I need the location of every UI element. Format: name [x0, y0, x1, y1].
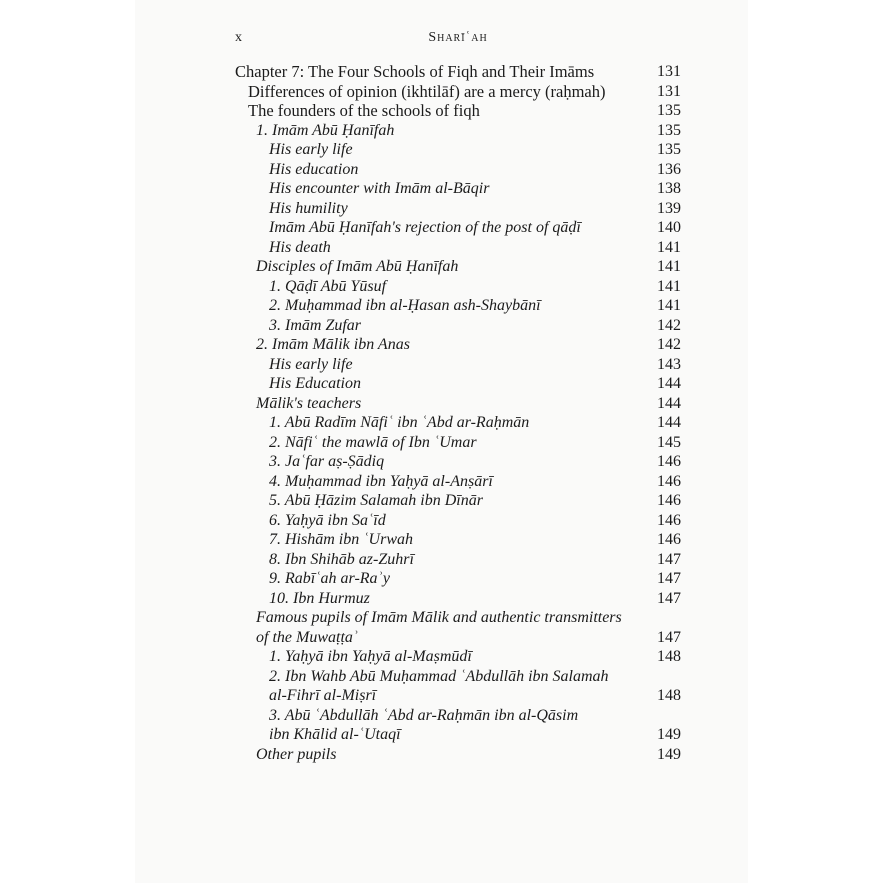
toc-entry-page-number: 141 [657, 238, 681, 256]
toc-entry-page-number: 146 [657, 472, 681, 490]
toc-entry-title: Other pupils [256, 745, 337, 763]
toc-entry [235, 472, 681, 492]
toc-entry-page-number: 131 [657, 82, 681, 100]
toc-entry [235, 725, 681, 745]
toc-entry-title: His early life [269, 141, 353, 158]
toc-entry [235, 745, 681, 765]
toc-entry-page-number: 144 [657, 394, 681, 412]
toc-entry [235, 296, 681, 316]
toc-entry-page-number: 140 [657, 219, 681, 236]
toc-entry-title: 1. Imām Abū Ḥanīfah [256, 121, 395, 139]
toc-entry-page-number: 148 [657, 687, 681, 704]
toc-entry [235, 160, 681, 180]
toc-entry-page-number: 135 [657, 141, 681, 158]
toc-entry-title: 1. Yaḥyā ibn Yaḥyā al-Maṣmūdī [269, 648, 472, 665]
toc-entry-title: al-Fihrī al-Miṣrī [269, 687, 377, 704]
toc-entry-title: His humility [269, 199, 348, 217]
toc-entry-title: 5. Abū Ḥāzim Salamah ibn Dīnār [269, 492, 483, 509]
toc-entry-page-number: 135 [657, 102, 681, 119]
toc-entry [235, 589, 681, 609]
toc-entry-page-number: 141 [657, 297, 681, 314]
toc-entry-page-number: 147 [657, 550, 681, 568]
toc-entry [235, 569, 681, 589]
toc-entry [235, 433, 681, 453]
toc-entry [235, 706, 681, 726]
toc-entry [235, 686, 681, 706]
toc-entry [235, 101, 681, 121]
toc-entry-page-number: 143 [657, 355, 681, 373]
toc-entry-page-number: 142 [657, 336, 681, 353]
toc-entry-title: Differences of opinion (ikhtilāf) are a mercy (raḥmah) [248, 81, 606, 101]
toc-entry-page-number: 145 [657, 433, 681, 451]
toc-entry-title: The founders of the schools of fiqh [248, 101, 480, 120]
toc-entry [235, 452, 681, 472]
toc-entry-title: 2. Nāfiʿ the mawlā of Ibn ʿUmar [269, 433, 477, 451]
toc-entry-title: 6. Yaḥyā ibn Saʿīd [269, 511, 386, 529]
toc-entry [235, 394, 681, 414]
toc-entry-title: His encounter with Imām al-Bāqir [269, 180, 490, 197]
toc-entry [235, 667, 681, 687]
toc-entry-page-number: 146 [657, 492, 681, 509]
toc-entry [235, 277, 681, 297]
toc-entry-title: 3. Imām Zufar [269, 316, 362, 334]
toc-entry-title: 2. Ibn Wahb Abū Muḥammad ʿAbdullāh ibn Salamah [269, 667, 609, 685]
toc-entry [235, 121, 681, 141]
table-of-contents [235, 62, 681, 764]
toc-entry-page-number: 138 [657, 180, 681, 197]
toc-entry-page-number: 146 [657, 531, 681, 548]
toc-entry-page-number: 141 [657, 258, 681, 275]
toc-entry-page-number: 141 [657, 277, 681, 295]
toc-entry-title: His education [269, 160, 359, 178]
toc-entry-page-number: 147 [657, 570, 681, 587]
toc-entry [235, 199, 681, 219]
toc-entry [235, 257, 681, 277]
toc-entry-title: Disciples of Imām Abū Ḥanīfah [256, 258, 459, 275]
toc-entry [235, 316, 681, 336]
toc-entry-page-number: 142 [657, 316, 681, 334]
toc-entry-title: His Education [269, 375, 361, 392]
book-page [135, 0, 748, 883]
toc-entry-page-number: 144 [657, 375, 681, 392]
toc-entry-page-number: 147 [657, 589, 681, 607]
toc-entry-title: 1. Abū Radīm Nāfiʿ ibn ʿAbd ar-Raḥmān [269, 414, 530, 431]
running-title: Sharīʿah [428, 30, 488, 45]
toc-entry [235, 608, 681, 628]
toc-entry [235, 511, 681, 531]
toc-entry [235, 218, 681, 238]
toc-entry-title: 4. Muḥammad ibn Yaḥyā al-Anṣārī [269, 472, 493, 490]
toc-entry-page-number: 139 [657, 199, 681, 217]
toc-entry-title: ibn Khālid al-ʿUtaqī [269, 726, 401, 743]
page-header [235, 30, 681, 50]
toc-entry [235, 355, 681, 375]
toc-entry-page-number: 147 [657, 628, 681, 646]
toc-entry [235, 413, 681, 433]
toc-entry-title: His death [269, 238, 331, 256]
toc-entry-title: Chapter 7: The Four Schools of Fiqh and Their Imāms [235, 62, 595, 81]
toc-entry-title: Imām Abū Ḥanīfah's rejection of the post of qāḍī [269, 219, 581, 236]
toc-entry-title: 7. Hishām ibn ʿUrwah [269, 531, 414, 548]
toc-entry-title: Famous pupils of Imām Mālik and authentic transmitters [256, 609, 622, 626]
toc-entry [235, 238, 681, 258]
toc-entry [235, 530, 681, 550]
toc-entry-page-number: 149 [657, 726, 681, 743]
toc-entry-page-number: 146 [657, 453, 681, 470]
toc-entry-title: 2. Muḥammad ibn al-Ḥasan ash-Shaybānī [269, 297, 541, 314]
toc-entry-title: of the Muwaṭṭaʾ [256, 628, 359, 646]
toc-entry-title: 3. Abū ʿAbdullāh ʿAbd ar-Raḥmān ibn al-Qāsim [269, 706, 579, 724]
toc-entry [235, 491, 681, 511]
toc-entry-title: His early life [269, 355, 353, 373]
toc-entry [235, 374, 681, 394]
toc-entry-title: 8. Ibn Shihāb az-Zuhrī [269, 550, 414, 568]
toc-entry [235, 550, 681, 570]
toc-entry [235, 335, 681, 355]
toc-entry-page-number: 135 [657, 121, 681, 139]
toc-entry-page-number: 146 [657, 511, 681, 529]
toc-entry [235, 82, 681, 102]
page-folio: x [235, 30, 242, 45]
toc-entry-title: 3. Jaʿfar aṣ-Ṣādiq [269, 453, 385, 470]
toc-entry-page-number: 136 [657, 160, 681, 178]
toc-entry-title: 1. Qāḍī Abū Yūsuf [269, 277, 387, 295]
toc-entry [235, 647, 681, 667]
toc-entry-title: 9. Rabīʿah ar-Raʾy [269, 570, 390, 587]
toc-entry-page-number: 148 [657, 648, 681, 665]
toc-entry [235, 628, 681, 648]
toc-entry [235, 62, 681, 82]
toc-entry-title: 10. Ibn Hurmuz [269, 589, 370, 607]
toc-entry-page-number: 149 [657, 745, 681, 763]
toc-entry-page-number: 131 [657, 63, 681, 80]
toc-entry-title: Mālik's teachers [256, 394, 362, 412]
toc-entry [235, 140, 681, 160]
toc-entry-title: 2. Imām Mālik ibn Anas [256, 336, 410, 353]
toc-entry-page-number: 144 [657, 414, 681, 431]
toc-entry [235, 179, 681, 199]
